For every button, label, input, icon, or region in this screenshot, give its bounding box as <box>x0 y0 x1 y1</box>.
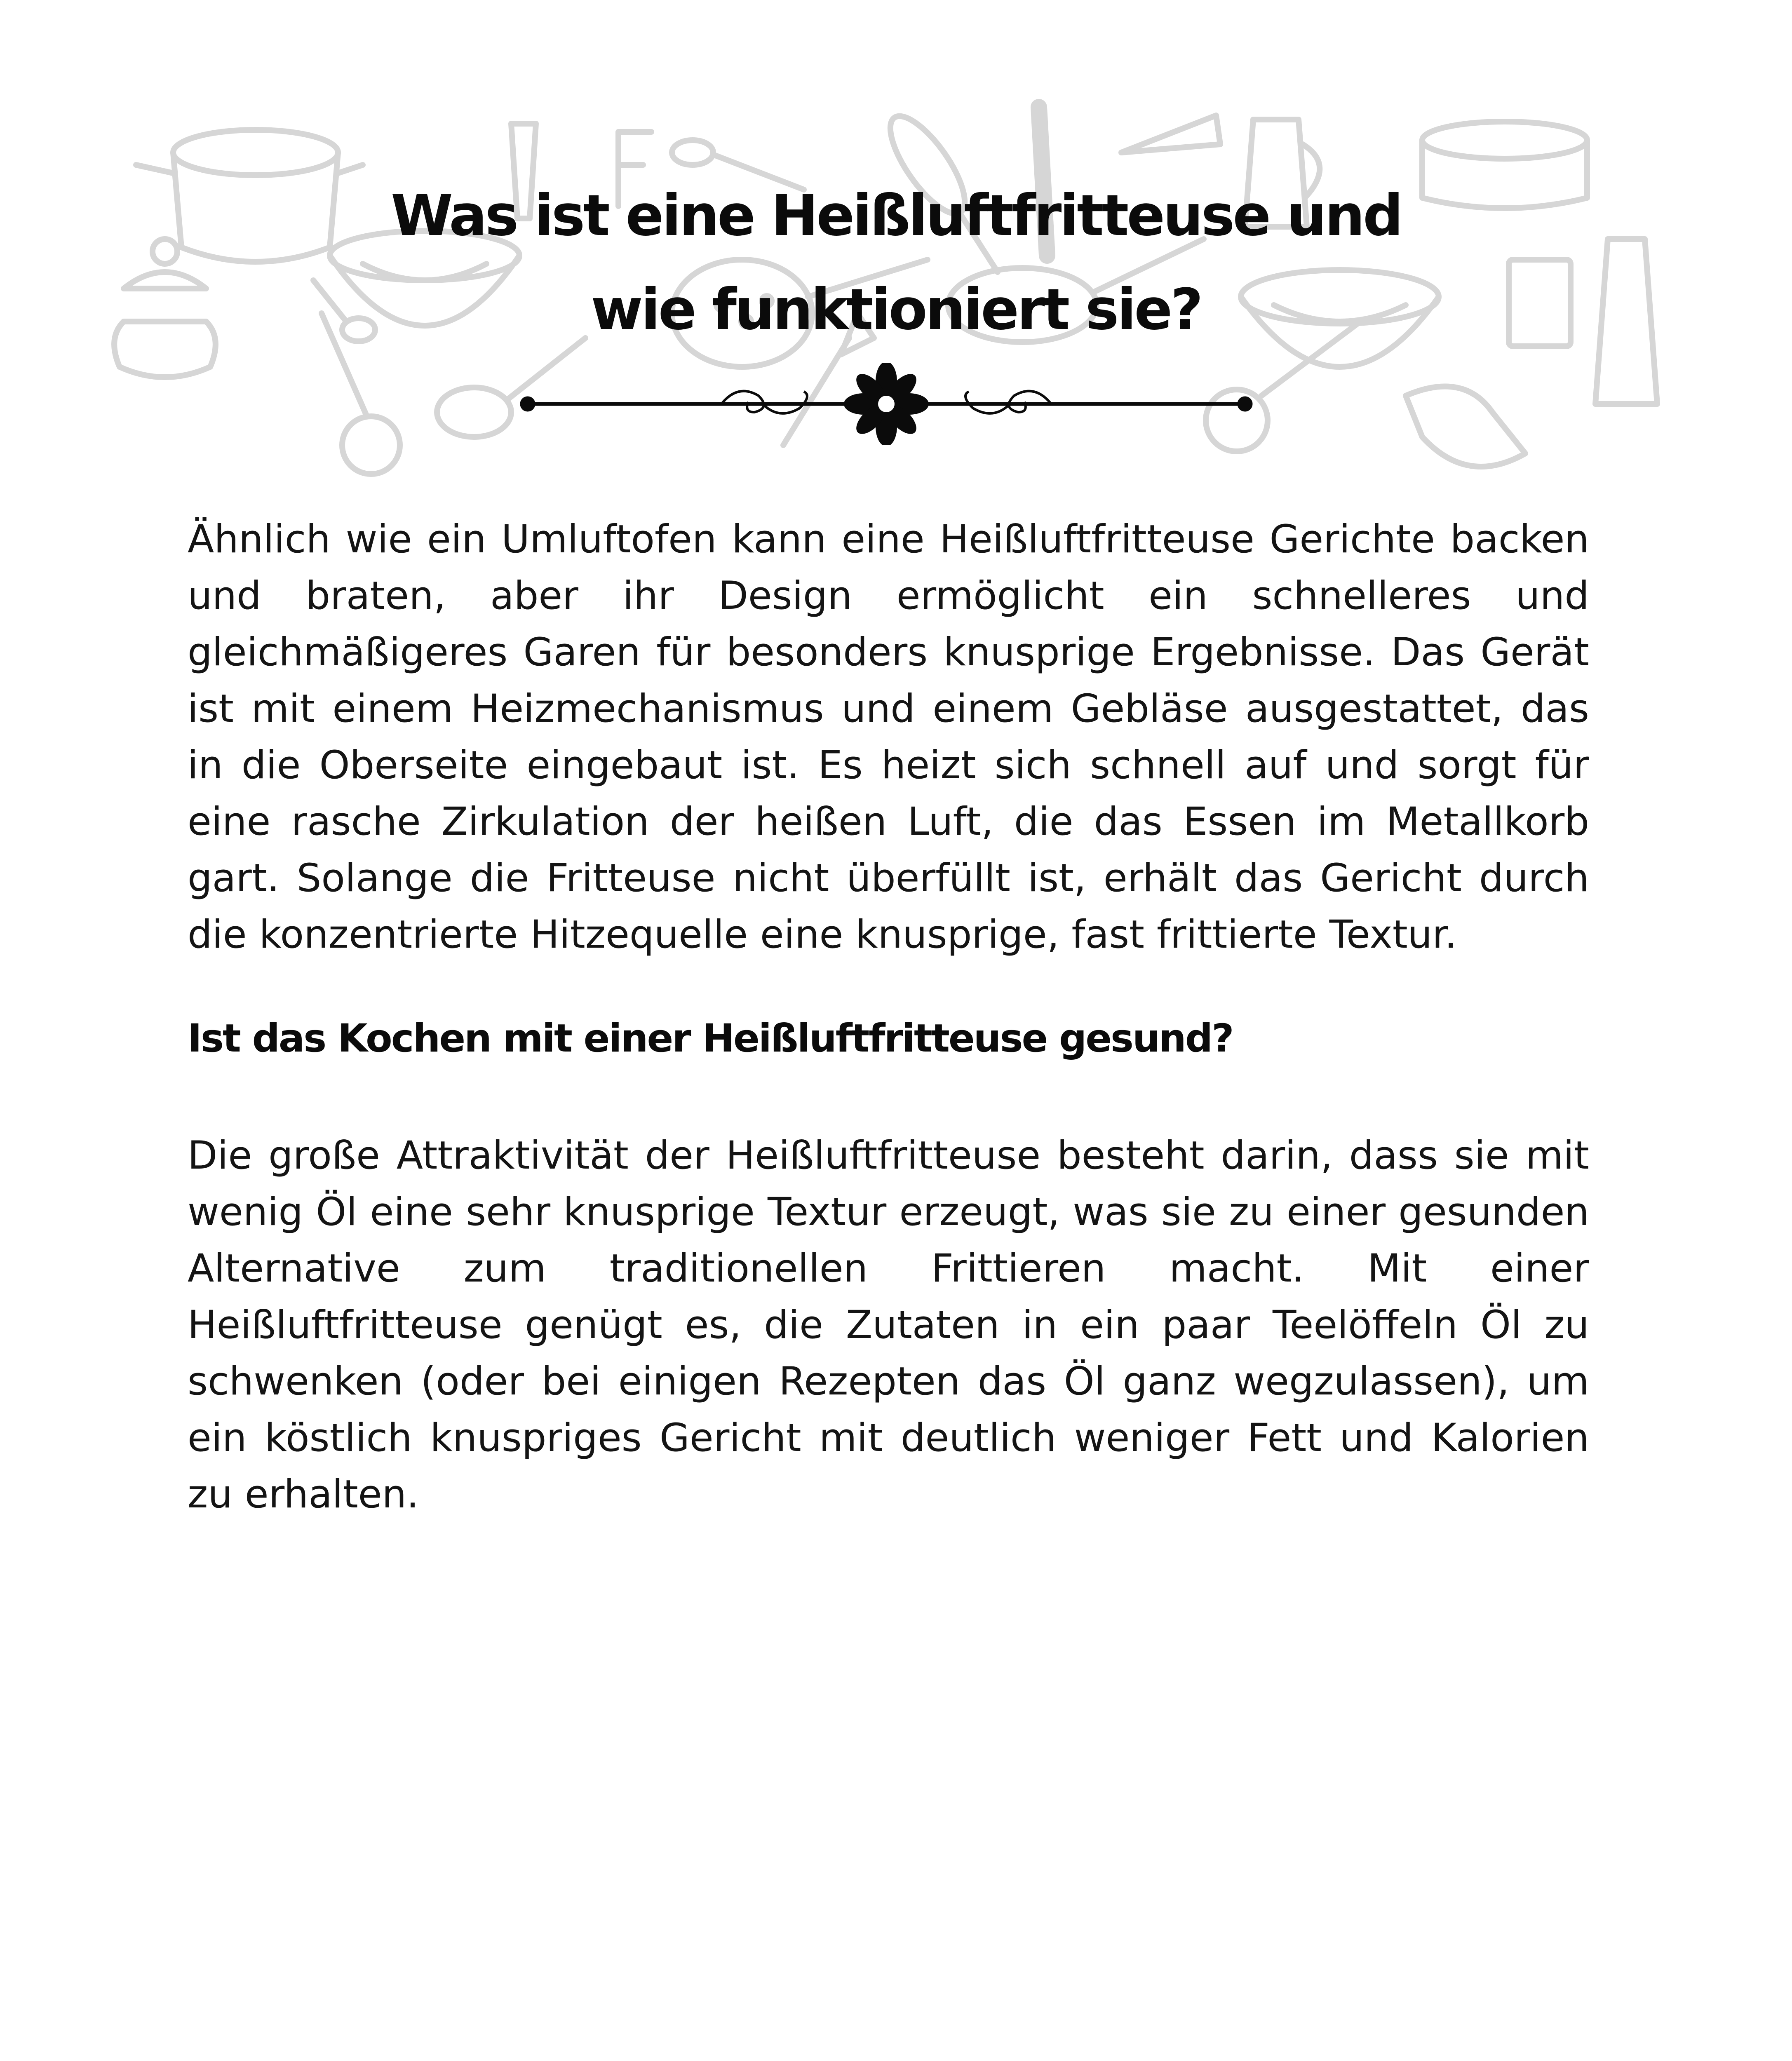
page-title-line-2: wie funktioniert sie? <box>591 277 1201 343</box>
towel-icon <box>1406 387 1525 467</box>
knife-icon <box>1121 115 1220 153</box>
spoon-icon <box>672 140 804 190</box>
intro-paragraph: Ähnlich wie ein Umluftofen kann eine Heißluftfritteuse Gerichte backen und braten, aber ihr Design ermöglicht ein schnelleres und gleichmäßigeres Garen für besonders knusprige Ergebnisse. Das Gerät ist mit einem Heizmechanismus und einem Gebläse ausgestattet, das in die Oberseite eingebaut ist. Es heizt sich schnell auf und sorgt für eine rasche Zirkulation der heißen Luft, die das Essen im Metallkorb gart. Solange die Fritteuse nicht überfüllt ist, erhält das Gericht durch die konzentrierte Hitzequelle eine knusprige, fast frittierte Textur. <box>188 517 1589 957</box>
section-heading: Ist das Kochen mit einer Heißluftfritteuse gesund? <box>188 1016 1233 1061</box>
flower-ornament-icon <box>844 363 929 445</box>
page-title-line-1: Was ist eine Heißluftfritteuse und <box>390 183 1402 249</box>
ornamental-divider <box>515 363 1257 445</box>
health-paragraph: Die große Attraktivität der Heißluftfritteuse besteht darin, dass sie mit wenig Öl eine sehr knusprige Textur erzeugt, was sie zu einer gesunden Alternative zum traditionellen Frittieren macht. Mit einer Heißluftfritteuse genügt es, die Zutaten in ein paar Teelöffeln Öl zu schwenken (oder bei einigen Rezepten das Öl ganz wegzulassen), um ein köstlich knuspriges Gericht mit deutlich weniger Fett und Kalorien zu erhalten. <box>188 1133 1589 1517</box>
